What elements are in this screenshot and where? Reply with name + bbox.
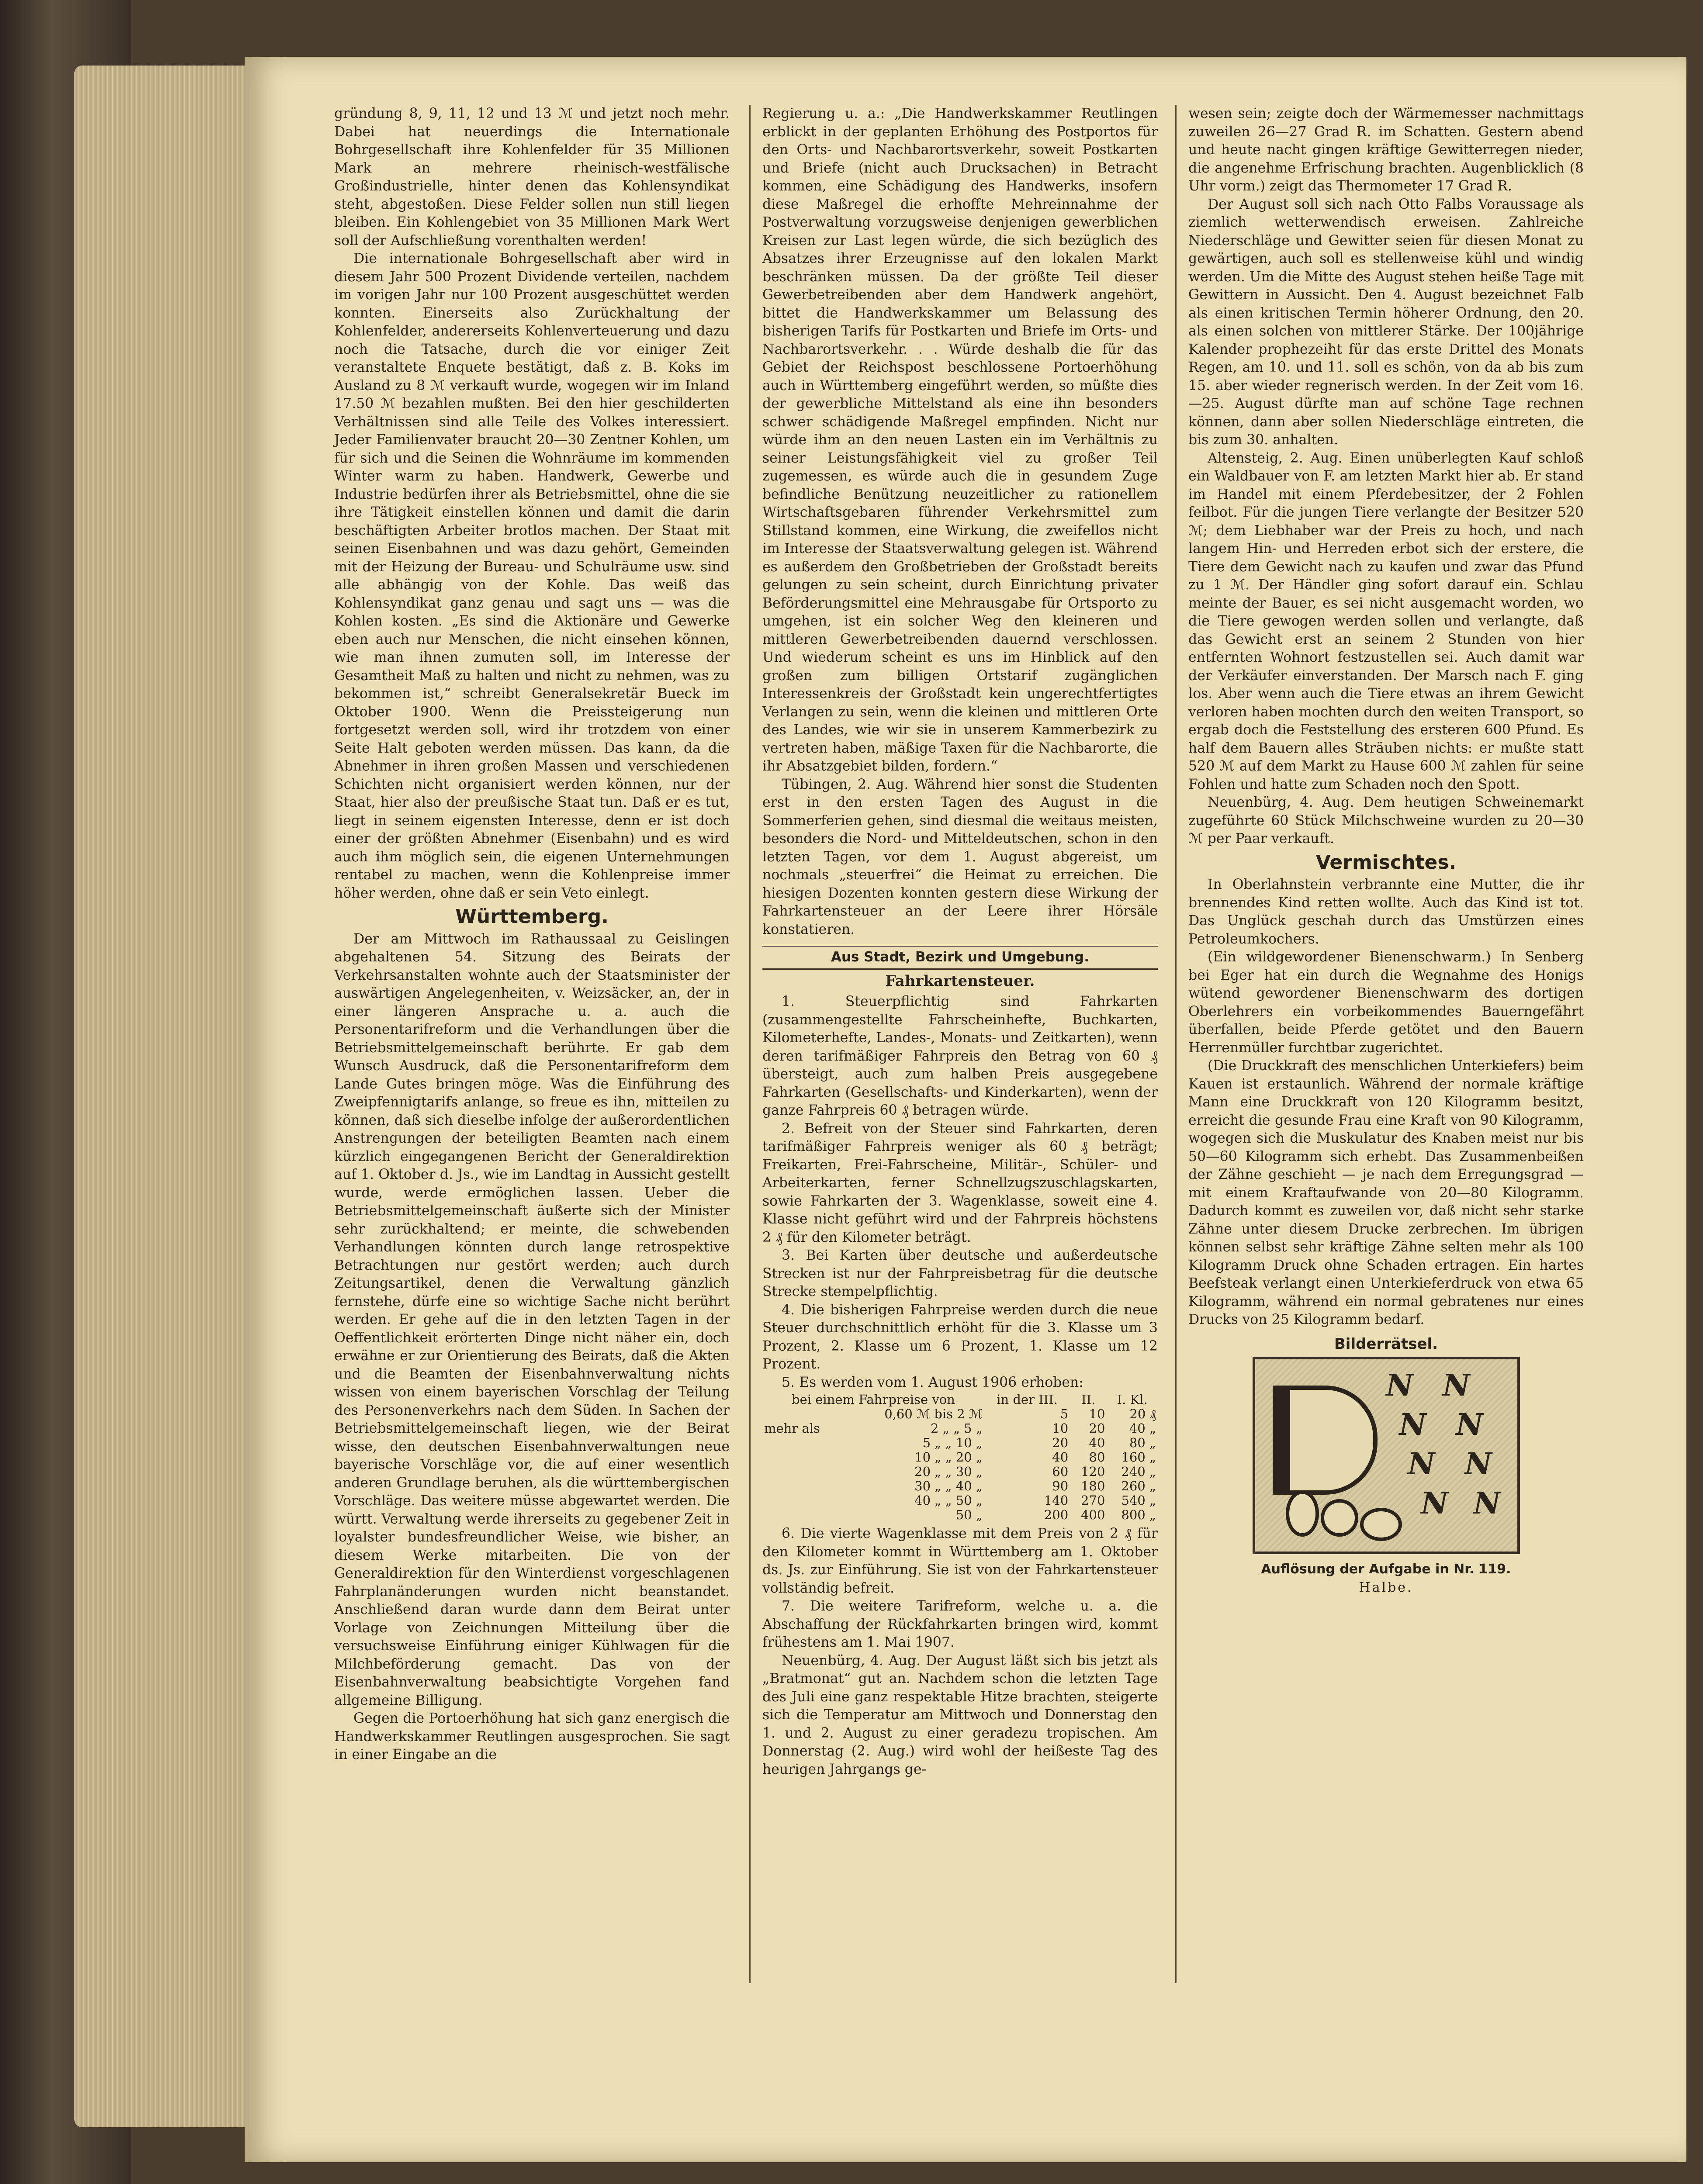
article-paragraph: Der August soll sich nach Otto Falbs Voraussage als ziemlich wetterwendisch erweisen. Zahlreiche Niederschläge und Gewitter seien für diesen Monat zu gewärtigen, auch soll es stellenweise kühl und windig werden. Um die Mitte des August stehen heiße Tage mit Gewittern in Aussicht. Den 4. August bezeichnet Falb als einen kritischen Termin höherer Ordnung, den 20. als einen solchen von mittlerer Stärke. Der 100jährige Kalender prophezeiht für das erste Drittel des Monats Regen, am 10. und 11. soll es schön, von da ab bis zum 15. aber wieder regnerisch werden. In der Zeit vom 16.—25. August dürfte man auf schöne Tage rechnen können, dann aber sollen Niederschläge eintreten, die bis zum 30. anhalten.	[1188, 196, 1584, 448]
rebus-n: N	[1443, 1368, 1470, 1403]
table-cell	[762, 1450, 844, 1465]
table-cell: 20	[1089, 1421, 1105, 1436]
table-row	[762, 1421, 1158, 1436]
rebus-n: N	[1456, 1407, 1483, 1442]
table-cell: 60	[1052, 1464, 1069, 1479]
table-cell	[762, 1407, 844, 1421]
table-header-cell: in der III.	[997, 1392, 1058, 1407]
article-paragraph: 3. Bei Karten über deutsche und außerdeutsche Strecken ist nur der Fahrpreisbetrag für die deutsche Strecke stempelpflichtig.	[762, 1248, 1158, 1299]
rebus-n: N	[1399, 1407, 1426, 1442]
table-cell: 180	[1081, 1479, 1105, 1493]
picture-puzzle	[1253, 1357, 1520, 1554]
table-cell: 2 „ „ 5 „	[931, 1421, 983, 1436]
table-cell	[762, 1508, 844, 1522]
rebus-letter-d	[1273, 1386, 1378, 1495]
article-paragraph: 6. Die vierte Wagenklasse mit dem Preis von 2 ₰ für den Kilometer kommt in Württemberg am 1. Oktober ds. Js. zur Einführung. Sie ist von der Fahrkartensteuer vollständig befreit.	[762, 1526, 1158, 1596]
article-paragraph: (Ein wildgewordener Bienenschwarm.) In Senberg bei Eger hat ein durch die Wegnahme des Honigs wütend gewordener Bienenschwarm des dortigen Oberlehrers ein vorbeikommendes Bauerngefährt überfallen, beide Pferde getötet und den Bauern Herrenmüller furchtbar zugerichtet.	[1188, 949, 1584, 1056]
article-paragraph: 2. Befreit von der Steuer sind Fahrkarten, deren tarifmäßiger Fahrpreis weniger als 60 ₰ beträgt; Freikarten, Frei-Fahrscheine, Militär-, Schüler- und Arbeiterkarten, ferner Schnellzugszuschlagskarten, sowie Fahrkarten der 3. Wagenklasse, soweit eine 4. Klasse nicht geführt wird und der Fahrpreis höchstens 2 ₰ für den Kilometer beträgt.	[762, 1120, 1158, 1245]
table-cell: 540 „	[1121, 1493, 1156, 1508]
table-cell: 10	[1089, 1406, 1105, 1421]
table-cell: 270	[1081, 1493, 1105, 1508]
column-rule	[1175, 105, 1177, 1983]
table-cell: 0,60 ℳ bis 2 ℳ	[884, 1406, 983, 1421]
article-paragraph: (Die Druckkraft des menschlichen Unterkiefers) beim Kauen ist erstaunlich. Während der normale kräftige Mann eine Druckkraft von 120 Kilogramm besitzt, erreicht die gesunde Frau eine Kraft von 90 Kilogramm, wogegen sich die Muskulatur des Knaben meist nur bis 50—60 Kilogramm sich erhebt. Das Zusammenbeißen der Zähne geschieht — je nach dem Erregungsgrad — mit einem Kraftaufwande von 20—80 Kilogramm. Dadurch kommt es zuweilen vor, daß nicht sehr starke Zähne unter diesem Drucke zerbrechen. Im übrigen können selbst sehr kräftige Zähne selten mehr als 100 Kilogramm Druck ohne Schaden ertragen. Ein hartes Beefsteak verlangt einen Unterkieferdruck von etwa 65 Kilogramm, während ein normal gebratenes nur eines Drucks von 25 Kilogramm bedarf.	[1188, 1058, 1584, 1327]
section-heading-wuerttemberg: Württemberg.	[455, 905, 609, 928]
section-heading-vermischtes: Vermischtes.	[1315, 851, 1457, 874]
table-row	[762, 1407, 1158, 1421]
table-header-cell: I. Kl.	[1117, 1392, 1148, 1407]
subheading-fahrkartensteuer: Fahrkartensteuer.	[885, 972, 1035, 990]
table-cell: 400	[1081, 1507, 1105, 1522]
rebus-ornament	[1286, 1490, 1319, 1537]
table-cell: 200	[1044, 1507, 1069, 1522]
newspaper-page	[245, 57, 1686, 2162]
article-paragraph: wesen sein; zeigte doch der Wärmemesser nachmittags zuweilen 26—27 Grad R. im Schatten. Gestern abend und heute nacht gingen kräftige Gewitterregen nieder, die angenehme Erfrischung brachten. Augenblicklich (8 Uhr vorm.) zeigt das Thermometer 17 Grad R.	[1188, 106, 1584, 194]
fare-table-body	[762, 1407, 1158, 1522]
table-cell: 5 „ „ 10 „	[922, 1435, 983, 1450]
table-row	[762, 1493, 1158, 1508]
rebus-n: N	[1464, 1447, 1492, 1482]
table-cell: 140	[1044, 1493, 1069, 1508]
rebus-n: N	[1473, 1486, 1501, 1521]
article-paragraph: Gegen die Portoerhöhung hat sich ganz energisch die Handwerkskammer Reutlingen ausgesprochen. Sie sagt in einer Eingabe an die	[334, 1711, 730, 1762]
rebus-n: N	[1421, 1486, 1448, 1521]
article-paragraph: Altensteig, 2. Aug. Einen unüberlegten Kauf schloß ein Waldbauer von F. am letzten Markt hier ab. Er stand im Handel mit einem Pferdebesitzer, der 2 Fohlen feilbot. Für die jungen Tiere verlangte der Besitzer 520 ℳ; dem Liebhaber war der Preis zu hoch, und nach langem Hin- und Herreden erbot sich der erstere, die Tiere dem Gewicht nach zu kaufen und zwar das Pfund zu 1 ℳ. Der Händler ging sofort darauf ein. Schlau meinte der Bauer, es sei nicht ausgemacht worden, wo die Tiere gewogen werden sollen und verlangte, daß das Gewicht erst an seinem 2 Stunden von hier entfernten Wohnort festzustellen sei. Auch damit war der Verkäufer einverstanden. Der Marsch nach F. ging los. Aber wenn auch die Tiere etwas an ihrem Gewicht verloren haben mochten durch den weiten Transport, so ergab doch die Feststellung des ersteren 600 Pfund. Es half dem Bauern alles Sträuben nichts: er mußte statt 520 ℳ auf dem Markt zu Hause 600 ℳ zahlen für seine Fohlen und hatte zum Schaden noch den Spott.	[1188, 450, 1584, 792]
table-header-cell: II.	[1081, 1392, 1096, 1407]
table-cell: 90	[1052, 1479, 1069, 1493]
table-row	[762, 1508, 1158, 1522]
table-cell: 40 „	[1129, 1421, 1156, 1436]
article-paragraph: In Oberlahnstein verbrannte eine Mutter, die ihr brennendes Kind retten wollte. Auch das Kind ist tot. Das Unglück geschah durch das Umstürzen eines Petroleumkochers.	[1188, 877, 1584, 947]
rebus-ornament	[1321, 1499, 1358, 1537]
table-cell: 50 „	[955, 1507, 983, 1522]
column-1	[334, 105, 730, 1764]
puzzle-solution-word: Halbe.	[1359, 1579, 1413, 1595]
table-cell: 260 „	[1121, 1479, 1156, 1493]
table-cell: 240 „	[1121, 1464, 1156, 1479]
article-paragraph: 7. Die weitere Tarifreform, welche u. a. die Abschaffung der Rückfahrkarten bringen wird, kommt frühestens am 1. Mai 1907.	[762, 1598, 1158, 1650]
table-cell: 800 „	[1121, 1507, 1156, 1522]
article-paragraph: 5. Es werden vom 1. August 1906 erhoben:	[782, 1374, 1083, 1390]
rebus-ornament	[1360, 1508, 1402, 1541]
table-cell: 40 „ „ 50 „	[914, 1493, 983, 1508]
table-cell: 40	[1052, 1450, 1069, 1465]
table-cell: 120	[1081, 1464, 1105, 1479]
table-row	[762, 1465, 1158, 1479]
table-cell: 20 ₰	[1129, 1406, 1156, 1421]
fare-table	[762, 1393, 1158, 1522]
column-3	[1188, 105, 1584, 1597]
table-cell: 10	[1052, 1421, 1069, 1436]
article-paragraph: Die internationale Bohrgesellschaft aber wird in diesem Jahr 500 Prozent Dividende verteilen, nachdem im vorigen Jahr nur 100 Prozent ausgeschüttet werden konnten. Einerseits also Zurückhaltung der Kohlenfelder, andererseits Kohlenverteuerung und dazu noch die Tatsache, durch die vor einiger Zeit veranstaltete Enquete bestätigt, daß z. B. Koks im Ausland zu 8 ℳ verkauft wurde, wogegen wir im Inland 17.50 ℳ bezahlen mußten. Bei den hier geschilderten Verhältnissen sind alle Teile des Volkes interessiert. Jeder Familienvater braucht 20—30 Zentner Kohlen, um für sich und die Seinen die Wohnräume im kommenden Winter warm zu haben. Handwerk, Gewerbe und Industrie bedürfen ihrer als Betriebsmittel, ohne die sie ihre Tätigkeit einstellen können und damit die darin beschäftigten Arbeiter brotlos machen. Der Staat mit seinen Eisenbahnen und was dazu gehört, Gemeinden mit der Heizung der Bureau- und Schulräume usw. sind alle abhängig von der Kohle. Das weiß das Kohlensyndikat ganz genau und sagt uns — was die Kohlen kosten. „Es sind die Aktionäre und Gewerke eben auch nur Menschen, die nicht einsehen können, wie man ihnen zumuten soll, im Interesse der Gesamtheit Maß zu halten und nicht zu nehmen, was zu bekommen ist,“ schreibt Generalsekretär Bueck im Oktober 1900. Wenn die Preissteigerung nun fortgesetzt werden soll, wird ihr trotzdem von einer Seite Halt geboten werden müssen. Das kann, da die Abnehmer in ihren großen Massen und verschiedenen Schichten nicht organisiert werden können, nur der Staat, hier also der preußische Staat tun. Daß er es tut, liegt in seinem eigensten Interesse, denn er ist doch einer der größten Abnehmer (Eisenbahn) und es wird auch ihm möglich sein, die eigenen Unternehmungen rentabel zu machen, wenn die Kohlenpreise immer höher werden, ohne daß er sein Veto einlegt.	[334, 251, 730, 901]
table-cell: 40	[1089, 1435, 1105, 1450]
article-paragraph: Neuenbürg, 4. Aug. Dem heutigen Schweinemarkt zugeführte 60 Stück Milchschweine wurden zu 20—30 ℳ per Paar verkauft.	[1188, 795, 1584, 847]
article-paragraph: gründung 8, 9, 11, 12 und 13 ℳ und jetzt noch mehr. Dabei hat neuerdings die Internationale Bohrgesellschaft ihre Kohlenfelder für 35 Millionen Mark an mehrere rheinisch-westfälische Großindustrielle, hinter denen das Kohlensyndikat steht, abgestoßen. Diese Felder sollen nun still liegen bleiben. Ein Kohlengebiet von 35 Millionen Mark Wert soll der Aufschließung vorenthalten werden!	[334, 106, 730, 249]
table-row	[762, 1450, 1158, 1465]
table-cell: mehr als	[764, 1421, 820, 1436]
table-cell: 20 „ „ 30 „	[914, 1464, 983, 1479]
puzzle-solution-caption: Auflösung der Aufgabe in Nr. 119.	[1261, 1562, 1511, 1577]
local-news-banner: Aus Stadt, Bezirk und Umgebung.	[762, 945, 1158, 970]
table-row	[762, 1479, 1158, 1493]
article-paragraph: Tübingen, 2. Aug. Während hier sonst die Studenten erst in den ersten Tagen des August in die Sommerferien gehen, sind diesmal die weitaus meisten, besonders die Nord- und Mitteldeutschen, schon in den letzten Tagen, vor dem 1. August abgereist, um nochmals „steuerfrei“ die Heimat zu erreichen. Die hiesigen Dozenten konnten gestern diese Wirkung der Fahrkartensteuer an der Leere ihrer Hörsäle konstatieren.	[762, 776, 1158, 937]
table-header-cell: bei einem Fahrpreise von	[792, 1392, 955, 1407]
table-cell: 20	[1052, 1435, 1069, 1450]
article-paragraph: Regierung u. a.: „Die Handwerkskammer Reutlingen erblickt in der geplanten Erhöhung des Postportos für den Orts- und Nachbarortsverkehr, soweit Postkarten und Briefe (nicht auch Drucksachen) in Betracht kommen, eine Schädigung des Handwerks, insofern diese Maßregel die erhoffte Mehreinnahme der Postverwaltung vorzugsweise denjenigen gewerblichen Kreisen zur Last legen würde, die sich bezüglich des Absatzes ihrer Erzeugnisse auf den lokalen Markt beschränken müssen. Da der größte Teil dieser Gewerbetreibenden aber dem Handwerk angehört, bittet die Handwerkskammer um Belassung des bisherigen Tarifs für Postkarten und Briefe im Orts- und Nachbarortsverkehr. . . Würde deshalb die für das Gebiet der Reichspost beschlossene Portoerhöhung auch in Württemberg eingeführt werden, so müßte dies der gewerbliche Mittelstand als eine ihn besonders schwer schädigende Maßregel empfinden. Nicht nur würde ihm an den neuen Lasten ein im Verhältnis zu seiner Leistungsfähigkeit viel zu großer Teil zugemessen, es würde auch die in gesundem Zuge befindliche Benützung neuzeitlicher zu rationellem Wirtschaftsgebaren führender Verkehrsmittel zum Stillstand kommen, eine Wirkung, die zweifellos nicht im Interesse der Staatsverwaltung gelegen ist. Während es außerdem den Großbetrieben der Großstadt bereits gelungen zu sein scheint, durch Einrichtung privater Beförderungsmittel eine Mehrausgabe für Ortsporto zu umgehen, ist ein solcher Weg den kleineren und mittleren Gewerbetreibenden dauernd verschlossen. Und wiederum scheint es uns im Hinblick auf den großen zum billigen Ortstarif zugänglichen Interessenkreis der Großstadt kein ungerechtfertigtes Verlangen zu sein, wenn die kleinen und mittleren Orte des Landes, wie wir sie in unserem Kammerbezirk zu vertreten haben, mäßige Taxen für die Nachbarorte, die ihr Absatzgebiet bilden, fordern.“	[762, 106, 1158, 774]
table-header-row	[762, 1393, 1158, 1407]
table-cell	[762, 1493, 844, 1508]
page-edges	[74, 66, 267, 2127]
article-paragraph: Neuenbürg, 4. Aug. Der August läßt sich bis jetzt als „Bratmonat“ gut an. Nachdem schon die letzten Tage des Juli eine ganz respektable Hitze brachten, steigerte sich die Temperatur am Mittwoch und Donnerstag den 1. und 2. August zu einer geradezu tropischen. Am Donnerstag (2. Aug.) wird wohl der heißeste Tag des heurigen Jahrgangs ge-	[762, 1652, 1158, 1777]
table-cell: 10 „ „ 20 „	[914, 1450, 983, 1465]
column-rule	[749, 105, 751, 1983]
table-cell: 30 „ „ 40 „	[914, 1479, 983, 1493]
article-paragraph: 1. Steuerpflichtig sind Fahrkarten (zusammengestellte Fahrscheinhefte, Buchkarten, Kilometerhefte, Landes-, Monats- und Zeitkarten), wenn deren tarifmäßiger Fahrpreis den Betrag von 60 ₰ übersteigt, auch zum halben Preis ausgegebene Fahrkarten (Gesellschafts- und Kinderkarten), wenn der ganze Fahrpreis 60 ₰ betragen würde.	[762, 994, 1158, 1118]
article-paragraph: Der am Mittwoch im Rathaussaal zu Geislingen abgehaltenen 54. Sitzung des Beirats der Verkehrsanstalten wohnte auch der Staatsminister der auswärtigen Angelegenheiten, v. Weizsäcker, an, der in einer längeren Ansprache u. a. auch die Personentarifreform und die Verhandlungen über die Betriebsmittelgemeinschaft berührte. Er gab dem Wunsch Ausdruck, daß die Personentarifreform dem Lande Gutes bringen möge. Was die Einführung des Zweipfennigtarifs anlange, so freue es ihn, mitteilen zu können, daß sich dieselbe infolge der außerordentlichen Anstrengungen der beteiligten Beamten nach einem kürzlich eingegangenen Bericht der Generaldirektion auf 1. Oktober d. Js., wie im Landtag in Aussicht gestellt wurde, werde ermöglichen lassen. Ueber die Betriebsmittelgemeinschaft äußerte sich der Minister sehr zurückhaltend; er meinte, die schwebenden Verhandlungen könnten durch lange retrospektive Betrachtungen nur gestört werden; auch durch Zeitungsartikel, denen die Verwaltung gänzlich fernstehe, dürfe eine so wichtige Sache nicht berührt werden. Er gehe auf die in den letzten Tagen in der Oeffentlichkeit erörterten Dinge nicht näher ein, doch erwähne er zur Orientierung des Beirats, daß die Akten und die Beamten der Eisenbahnverwaltung nichts wissen von einem bayerischen Vorschlag der Teilung des Personenverkehrs nach dem Süden. In Sachen der Betriebsmittelgemeinschaft liegen, wie der Beirat wisse, den deutschen Eisenbahnverwaltungen neue bayerische Vorschläge vor, die auf einer wesentlich anderen Grundlage beruhen, als die württembergischen Vorschläge. Das weitere müsse abgewartet werden. Die württ. Verwaltung werde ihrerseits zu gegebener Zeit in loyalster bundesfreundlicher Weise, wie bisher, an diesem Werke mitarbeiten. Die von der Generaldirektion für den Winterdienst vorgeschlagenen Fahrplanänderungen wurden nicht beanstandet. Anschließend daran wurde dann dem Beirat unter Vorlage von Zeichnungen Mitteilung über die versuchsweise Einführung einiger Kühlwagen für die Milchbeförderung gemacht. Das von der Eisenbahnverwaltung beabsichtigte Vorgehen fand allgemeine Billigung.	[334, 931, 730, 1708]
table-cell	[762, 1465, 844, 1479]
column-2	[762, 105, 1158, 1779]
rebus-n: N	[1386, 1368, 1413, 1403]
table-cell: 5	[1060, 1406, 1069, 1421]
rebus-n: N	[1408, 1447, 1435, 1482]
rebus-title: Bilderrätsel.	[1334, 1335, 1438, 1353]
table-cell: 160 „	[1121, 1450, 1156, 1465]
table-cell	[762, 1479, 844, 1493]
table-cell: 80	[1089, 1450, 1105, 1465]
table-cell	[762, 1436, 844, 1450]
article-paragraph: 4. Die bisherigen Fahrpreise werden durch die neue Steuer durchschnittlich erhöht für die 3. Klasse um 3 Prozent, 2. Klasse um 6 Prozent, 1. Klasse um 12 Prozent.	[762, 1302, 1158, 1372]
table-row	[762, 1436, 1158, 1450]
table-cell: 80 „	[1129, 1435, 1156, 1450]
